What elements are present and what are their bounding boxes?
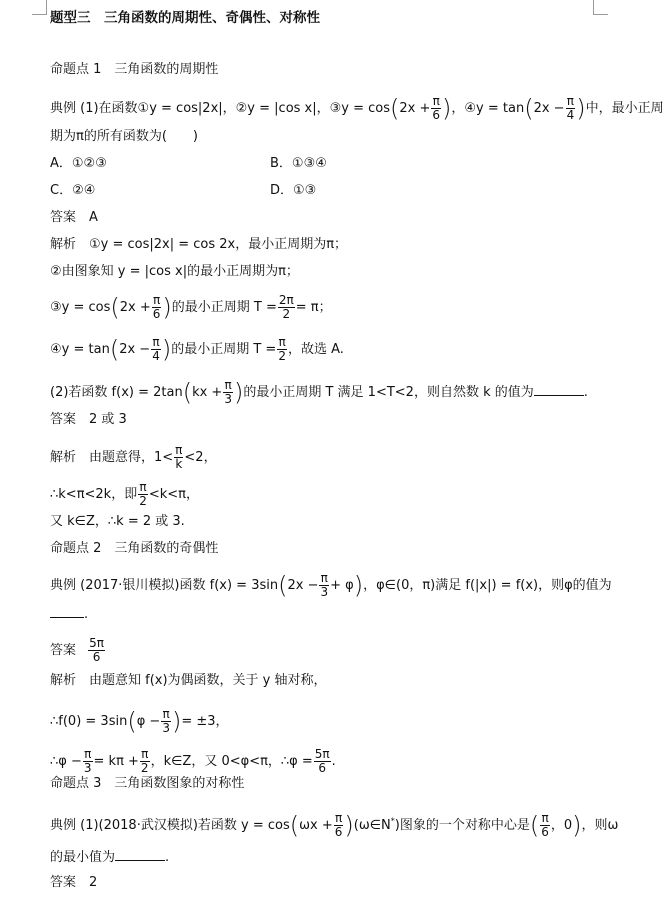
explanation-line	[50, 336, 610, 363]
subsection-heading: 命题点 2 三角函数的奇偶性	[50, 541, 219, 556]
denominator: 4	[566, 108, 575, 122]
fraction	[152, 294, 162, 321]
formula: φ −	[136, 714, 161, 729]
fraction	[540, 812, 550, 839]
numerator: π	[224, 378, 232, 392]
paren: )	[171, 707, 182, 736]
paren: )	[162, 293, 172, 322]
fraction	[161, 708, 171, 735]
answer-blank[interactable]	[50, 605, 84, 618]
denominator: 3	[320, 585, 329, 599]
formula: (ω∈N	[353, 818, 391, 833]
text: .	[583, 385, 588, 400]
superscript: *	[390, 816, 395, 826]
numerator: π	[141, 747, 149, 761]
formula: ③y = cos	[50, 300, 111, 315]
explanation-line: 解析 由题意知 f(x)为偶函数，关于 y 轴对称，	[50, 673, 327, 688]
example-line	[50, 572, 610, 599]
text: 的最小正周期 T =	[171, 342, 277, 357]
text: ，故选 A.	[287, 342, 344, 357]
option-b: B．①③④	[270, 156, 327, 171]
fraction	[319, 572, 329, 599]
numerator: π	[175, 443, 183, 457]
fraction	[277, 336, 287, 363]
formula: 2x +	[399, 101, 431, 116]
explanation-line	[50, 294, 610, 321]
option-a: A．①②③	[50, 156, 107, 171]
fraction	[138, 481, 148, 508]
formula: 2x +	[119, 300, 151, 315]
fraction	[278, 294, 295, 321]
explanation-line: 解析 ①y = cos|2x| = cos 2x，最小正周期为π；	[50, 237, 348, 252]
formula: 典例 (1)(2018·武汉模拟)若函数 y = cos	[50, 818, 290, 833]
text: .	[165, 850, 170, 865]
text: 的最小值为	[50, 850, 116, 865]
formula: ωx +	[299, 818, 333, 833]
text: ，φ∈(0，π)满足 f(|x|) = f(x)，则φ的值为	[363, 578, 612, 593]
numerator: 5π	[89, 636, 105, 650]
denominator: 2	[278, 349, 286, 363]
text: 典例 (1)在函数①	[50, 101, 150, 116]
answer: 答案 2	[50, 875, 98, 890]
paren: )	[353, 571, 364, 600]
formula: ，②y = |cos x|，③y = cos	[222, 101, 390, 116]
numerator: π	[278, 335, 286, 349]
denominator: 6	[541, 825, 549, 839]
answer-blank[interactable]	[115, 848, 165, 861]
denominator: 3	[162, 721, 170, 735]
numerator: 5π	[314, 747, 330, 761]
paren: (	[524, 94, 534, 123]
paren: (	[127, 707, 137, 736]
text: .	[331, 754, 336, 769]
text: ，0	[550, 818, 573, 833]
denominator: 6	[152, 307, 161, 321]
fraction	[223, 379, 233, 406]
paren: )	[576, 94, 586, 123]
paren: )	[572, 811, 582, 840]
example-1-line-2: 期为π的所有函数为( )	[50, 129, 198, 144]
formula: + φ	[330, 578, 354, 593]
formula: ∴φ −	[50, 754, 82, 769]
option-d: D．①③	[270, 183, 317, 198]
fraction	[151, 336, 161, 363]
example-line	[50, 605, 610, 624]
subsection-heading: 命题点 1 三角函数的周期性	[50, 62, 219, 77]
text: <k<π，	[148, 487, 199, 502]
formula: (2)若函数 f(x) = 2tan	[50, 385, 183, 400]
example-2-line	[50, 379, 610, 406]
denominator: 6	[334, 825, 343, 839]
option-c: C．②④	[50, 183, 96, 198]
numerator: π	[162, 707, 170, 721]
text: <2，	[184, 450, 217, 465]
paren: (	[109, 335, 120, 364]
explanation-line	[50, 444, 610, 471]
fraction	[431, 95, 441, 122]
subsection-heading: 命题点 3 三角函数图象的对称性	[50, 776, 245, 791]
formula: ④y = tan	[50, 342, 110, 357]
formula: = kπ +	[93, 754, 139, 769]
numerator: π	[432, 94, 440, 108]
explanation-line	[50, 748, 610, 775]
text: = ±3，	[181, 714, 229, 729]
text: 的最小正周期 T =	[171, 300, 277, 315]
formula: 2x −	[287, 578, 319, 593]
paren: )	[161, 335, 172, 364]
numerator: π	[566, 94, 575, 108]
text: )图象的一个对称中心是	[394, 818, 530, 833]
formula: y = cos|2x|	[149, 101, 223, 116]
text: 的最小正周期 T 满足 1<T<2，则自然数 k 的值为	[243, 385, 534, 400]
answer: 答案 2 或 3	[50, 412, 127, 427]
paren: (	[182, 378, 193, 407]
numerator: π	[320, 571, 328, 585]
explanation-line: ②由图象知 y = |cos x|的最小正周期为π；	[50, 264, 299, 279]
denominator: 2	[282, 307, 291, 321]
paren: )	[344, 811, 354, 840]
explanation-line	[50, 481, 610, 508]
formula: kx +	[192, 385, 223, 400]
denominator: 6	[318, 761, 327, 775]
fraction	[566, 95, 576, 122]
formula: 2x −	[533, 101, 565, 116]
paren: (	[529, 811, 540, 840]
paren: (	[278, 571, 288, 600]
denominator: 4	[152, 349, 160, 363]
text: ∴k<π<2k，即	[50, 487, 138, 502]
fraction	[140, 748, 150, 775]
formula: ，④y = tan	[451, 101, 525, 116]
explanation-line	[50, 708, 610, 735]
fraction	[83, 748, 93, 775]
numerator: π	[541, 811, 549, 825]
answer	[50, 637, 610, 664]
text: = π；	[295, 300, 332, 315]
text: 中，最小正周	[585, 101, 664, 116]
denominator: 2	[139, 494, 147, 508]
fraction	[334, 812, 344, 839]
text: ，则ω	[581, 818, 619, 833]
paren: (	[110, 293, 120, 322]
paren: )	[233, 378, 244, 407]
denominator: 6	[432, 108, 441, 122]
section-title: 题型三 三角函数的周期性、奇偶性、对称性	[50, 10, 320, 26]
answer: 答案 A	[50, 210, 98, 225]
numerator: π	[334, 811, 343, 825]
numerator: π	[139, 480, 147, 494]
numerator: π	[84, 747, 92, 761]
formula: ∴f(0) = 3sin	[50, 714, 128, 729]
numerator: 2π	[278, 293, 294, 307]
denominator: 2	[140, 761, 149, 775]
example-line	[50, 848, 610, 867]
fraction	[174, 444, 183, 471]
paren: )	[442, 94, 452, 123]
answer-label: 答案	[50, 643, 77, 658]
denominator: k	[175, 457, 183, 471]
formula: 典例 (2017·银川模拟)函数 f(x) = 3sin	[50, 578, 279, 593]
denominator: 3	[83, 761, 92, 775]
explanation-line: 又 k∈Z，∴k = 2 或 3.	[50, 514, 185, 529]
text: 解析 由题意得，1<	[50, 450, 174, 465]
fraction	[88, 637, 105, 664]
example-1-line-1	[50, 94, 664, 123]
fraction	[314, 748, 331, 775]
numerator: π	[152, 335, 160, 349]
formula: 2x −	[119, 342, 151, 357]
denominator: 3	[224, 392, 232, 406]
numerator: π	[152, 293, 161, 307]
text: .	[84, 607, 89, 622]
paren: (	[289, 811, 300, 840]
denominator: 6	[92, 650, 101, 664]
text: ，k∈Z，又 0<φ<π，∴φ =	[150, 754, 313, 769]
example-line	[50, 811, 619, 840]
page-corner-mark	[32, 0, 47, 15]
answer-blank[interactable]	[534, 383, 584, 396]
paren: (	[390, 94, 400, 123]
